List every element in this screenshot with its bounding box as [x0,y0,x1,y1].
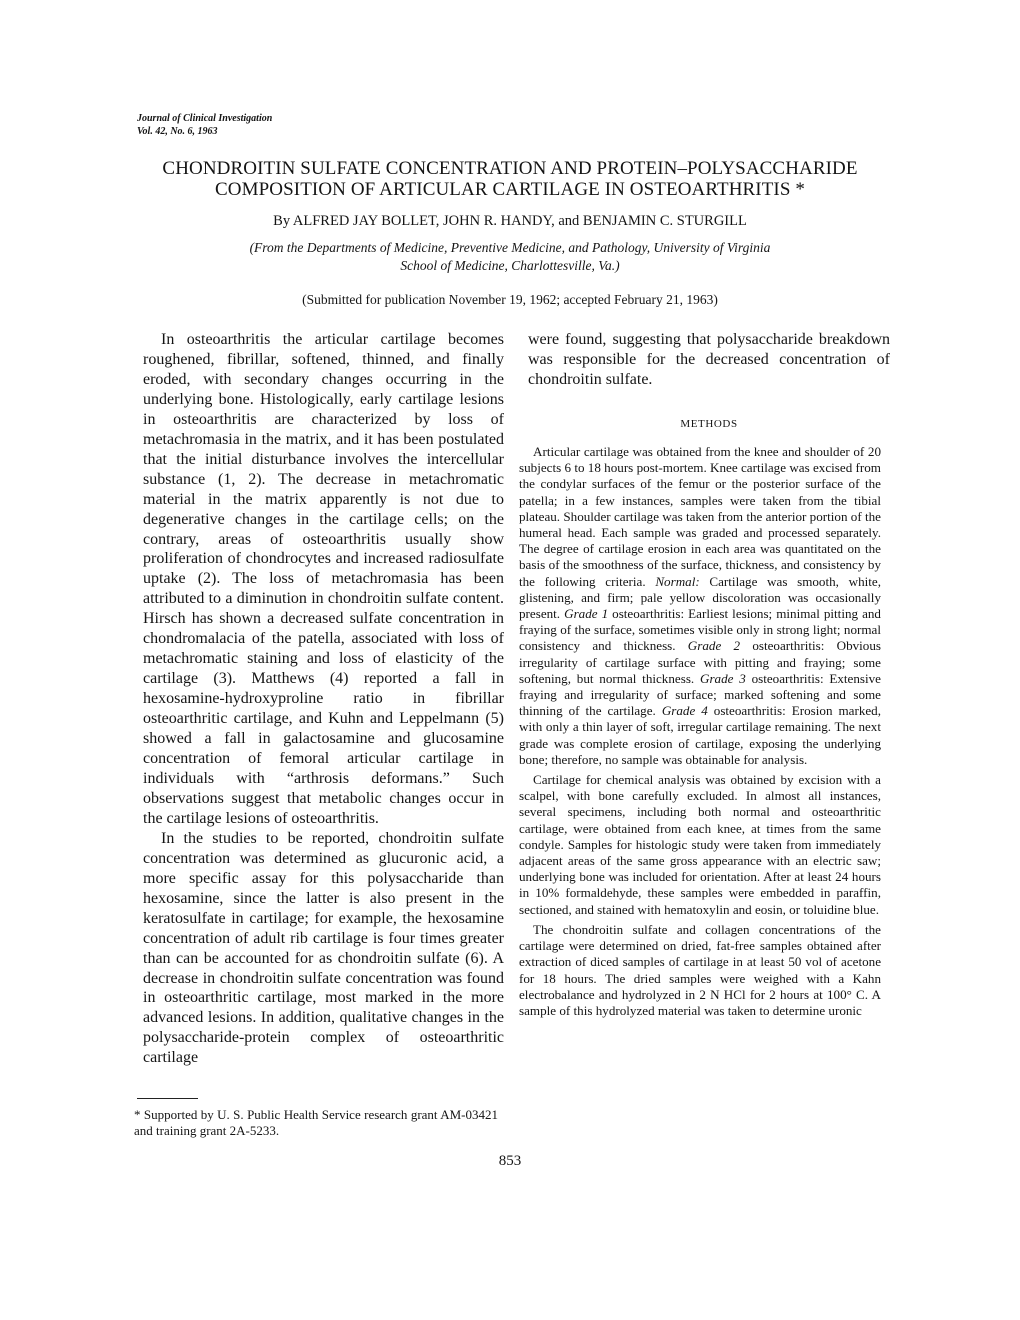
methods-p1-text-c: osteoarthritis: Earliest lesions; minimal pitting and fraying of the surface, sometimes visible only in strong light; normal consistency and thickness. [519,606,881,654]
methods-p1-text-a: Articular cartilage was obtained from the knee and shoulder of 20 subjects 6 to 18 hours post-mortem. Knee cartilage was excised from the condylar surfaces of the femur or the posterior surface of the patella; in a few instances, samples were taken from the tibial plateau. Shoulder cartilage was taken from the anterior portion of the humeral head. Each sample was graded and processed separately. The degree of cartilage erosion in each area was quantitated on the basis of the smoothness of the surface, thickness, and consistency by the following criteria. [519,444,881,589]
methods-p1-text-b: Cartilage was smooth, white, glistening, and firm; pale yellow discoloration was occasionally present. [519,573,881,622]
grade-3-label: Grade 3 [699,670,746,686]
author-list: By ALFRED JAY BOLLET, JOHN R. HANDY, and BENJAMIN C. STURGILL [273,213,747,229]
affiliation-line-1: (From the Departments of Medicine, Preventive Medicine, and Pathology, University of Virginia [249,240,771,255]
methods-paragraph-2: Cartilage for chemical analysis was obtained by excision with a scalpel, with bone carefully excluded. In almost all instances, several specimens, including both normal and osteoarthritic cartilage, were obtained from each knee, at times from the same condyle. Samples for histologic study were taken from immediately adjacent areas of the same gross appearance with an electric saw; underlying bone was included for orientation. After at least 24 hours in 10% formaldehyde, these samples were embedded in paraffin, sectioned, and stained with hematoxylin and eosin, or toluidine blue. [519,772,881,917]
normal-label: Normal: [655,573,700,589]
article-title [100,158,920,200]
methods-section [519,444,881,1023]
grade-4-label: Grade 4 [661,703,708,719]
methods-p1-text-f: osteoarthritis: Erosion marked, with only a thin layer of soft, irregular cartilage remaining. The next grade was complete erosion of cartilage, exposing the underlying bone; therefore, no sample was obtainable for analysis. [519,703,882,767]
journal-name: Journal of Clinical Investigation [137,113,273,124]
methods-paragraph-3: The chondroitin sulfate and collagen concentrations of the cartilage were determined on dried, fat-free samples obtained after extraction of diced samples of cartilage in at least 50 vol of acetone for 18 hours. The dried samples were weighed with a Kahn electrobalance and hydrolyzed in 2 N HCl for 2 hours at 100° C. A sample of this hydrolyzed material was taken to determine uronic [519,921,881,1018]
methods-heading: METHODS [680,418,738,430]
methods-p1-text-d: osteoarthritis: Obvious irregularity of cartilage surface with pitting and fraying; some softening, but normal thickness. [519,638,881,686]
grade-1-label: Grade 1 [564,606,609,622]
left-column [143,330,504,1068]
submission-dates: (Submitted for publication November 19, 1962; accepted February 21, 1963) [302,292,718,307]
title-line-1: CHONDROITIN SULFATE CONCENTRATION AND PROTEIN–POLYSACCHARIDE [162,158,858,179]
footnote-divider [137,1098,198,1099]
footnote: * Supported by U. S. Public Health Service research grant AM-03421 and training grant 2A-5233. [134,1107,498,1138]
intro-paragraph-2: In the studies to be reported, chondroitin sulfate concentration was determined as glucuronic acid, a more specific assay for this polysaccharide than hexosamine, since the latter is also present in the keratosulfate in cartilage; for example, the hexosamine concentration of adult rib cartilage is four times greater than can be accounted for as chondroitin sulfate (6). A decrease in chondroitin sulfate concentration was found in osteoarthritic cartilage, most marked in the more advanced lesions. In addition, qualitative changes in the polysaccharide-protein complex of osteoarthritic cartilage [143,829,504,1067]
page-number: 853 [498,1153,522,1169]
intro-continuation: were found, suggesting that polysaccharide breakdown was responsible for the decreased concentration of chondroitin sulfate. [528,331,890,388]
right-column-continuation [528,330,890,390]
intro-paragraph-1: In osteoarthritis the articular cartilage becomes roughened, fibrillar, softened, thinned, and finally eroded, with secondary changes occurring in the underlying bone. Histologically, early cartilage lesions in osteoarthritis are characterized by loss of metachromasia in the matrix, and it has been postulated that the initial disturbance involves the intercellular substance (1, 2). The decrease in metachromatic material in the matrix apparently is not due to degenerative changes in the cartilage cells; on the contrary, areas of osteoarthritis usually show proliferation of chondrocytes and increased radiosulfate uptake (2). The loss of metachromasia has been attributed to a diminution in chondroitin sulfate content. Hirsch has shown a decreased sulfate concentration in chondromalacia of the patella, associated with loss of metachromatic staining and loss of elasticity of the cartilage (3). Matthews (4) reported a fall in hexosamine-hydroxyproline ratio in fibrillar osteoarthritic cartilage, and Kuhn and Leppelmann (5) showed a fall in galactosamine and glucosamine concentration of femoral articular cartilage in individuals with “arthrosis deformans.” Such observations suggest that metabolic changes occur in the cartilage lesions of osteoarthritis. [143,331,504,827]
journal-header [137,112,272,138]
journal-volume: Vol. 42, No. 6, 1963 [137,126,218,137]
grade-2-label: Grade 2 [687,638,741,654]
title-line-2: COMPOSITION OF ARTICULAR CARTILAGE IN OSTEOARTHRITIS * [215,179,805,200]
affiliation [170,239,850,275]
affiliation-line-2: School of Medicine, Charlottesville, Va.) [400,258,620,273]
methods-p1-text-e: osteoarthritis: Extensive fraying and irregularity of surface; marked softening and some thinning of the cartilage. [519,670,881,719]
methods-paragraph-1 [519,444,881,768]
